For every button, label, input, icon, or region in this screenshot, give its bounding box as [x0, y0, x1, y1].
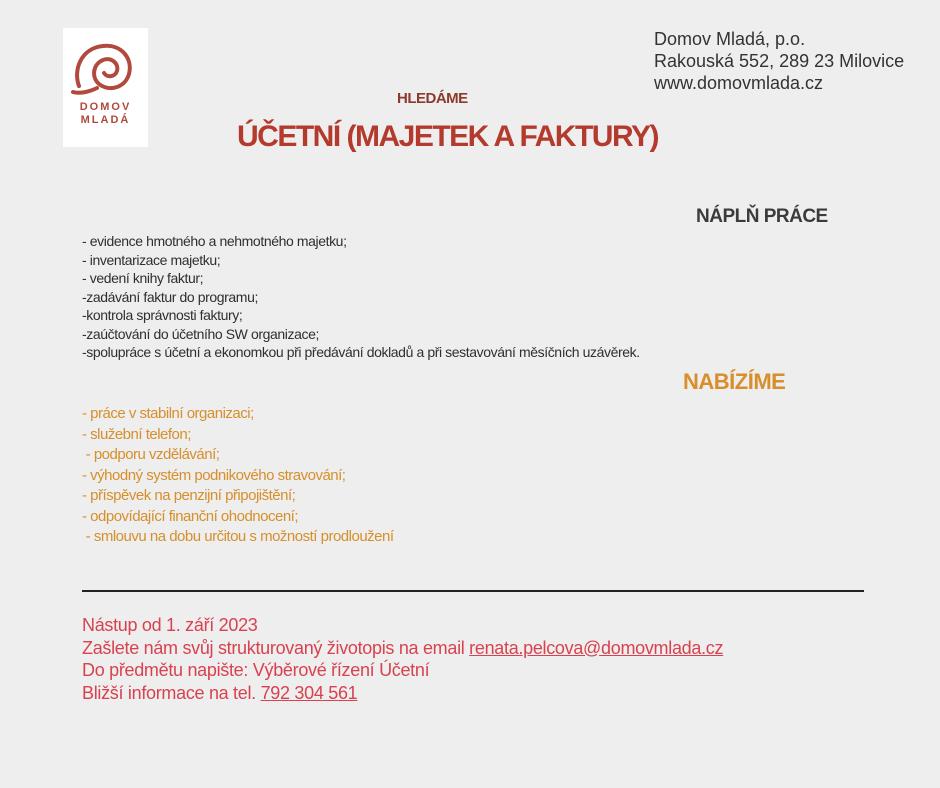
phone-link[interactable]: 792 304 561: [260, 682, 358, 703]
duty-item: -kontrola správnosti faktury;: [82, 307, 243, 323]
duty-item: -zadávání faktur do programu;: [82, 288, 258, 305]
offer-item: - výhodný systém podnikového stravování;: [82, 466, 346, 484]
offer-item: - příspěvek na penzijní připojištění;: [82, 487, 296, 504]
organization-website: www.domovmlada.cz: [654, 73, 824, 93]
job-title: ÚČETNÍ (MAJETEK A FAKTURY): [237, 120, 658, 153]
logo-text-line2: MLADÁ: [80, 114, 131, 126]
cv-instruction-text: Zašlete nám svůj strukturovaný životopis na email: [82, 637, 470, 658]
cv-instruction: [82, 637, 723, 660]
organization-address: Rakouská 552, 289 23 Milovice: [654, 51, 905, 71]
duty-item: - inventarizace majetku;: [82, 251, 221, 268]
duty-item: - evidence hmotného a nehmotného majetku;: [82, 233, 347, 249]
duty-item: -zaúčtování do účetního SW organizace;: [82, 325, 319, 342]
offer-item: - práce v stabilní organizaci;: [82, 405, 254, 422]
kicker-heading: HLEDÁME: [397, 90, 468, 107]
phone-info: [82, 682, 723, 705]
offer-item: - smlouvu na dobu určitou s možností prodloužení: [82, 528, 394, 545]
offers-heading: NABÍZÍME: [683, 369, 786, 394]
divider: [82, 590, 864, 592]
offer-item: - odpovídající finanční ohodnocení;: [82, 507, 298, 525]
application-info: [82, 614, 723, 704]
duties-list: [82, 232, 640, 362]
organization-name: Domov Mladá, p.o.: [654, 29, 806, 49]
offers-list: [82, 404, 394, 548]
start-date: Nástup od 1. září 2023: [82, 615, 258, 635]
logo-text-line1: DOMOV: [79, 101, 132, 113]
phone-info-text: Bližší informace na tel.: [82, 682, 261, 703]
duties-heading: NÁPLŇ PRÁCE: [696, 206, 828, 227]
email-link[interactable]: renata.pelcova@domovmlada.cz: [469, 637, 724, 658]
offer-item: - podporu vzdělávání;: [82, 446, 220, 463]
offer-item: - služební telefon;: [82, 425, 191, 443]
duty-item: - vedení knihy faktur;: [82, 270, 204, 286]
organization-logo: [63, 28, 148, 147]
subject-instruction: Do předmětu napište: Výběrové řízení Účetní: [82, 660, 430, 680]
spiral-logo-icon: [69, 36, 141, 98]
contact-block: [654, 28, 904, 94]
duty-item: -spolupráce s účetní a ekonomkou při předávání dokladů a při sestavování měsíčních uzávěrek.: [82, 344, 640, 360]
